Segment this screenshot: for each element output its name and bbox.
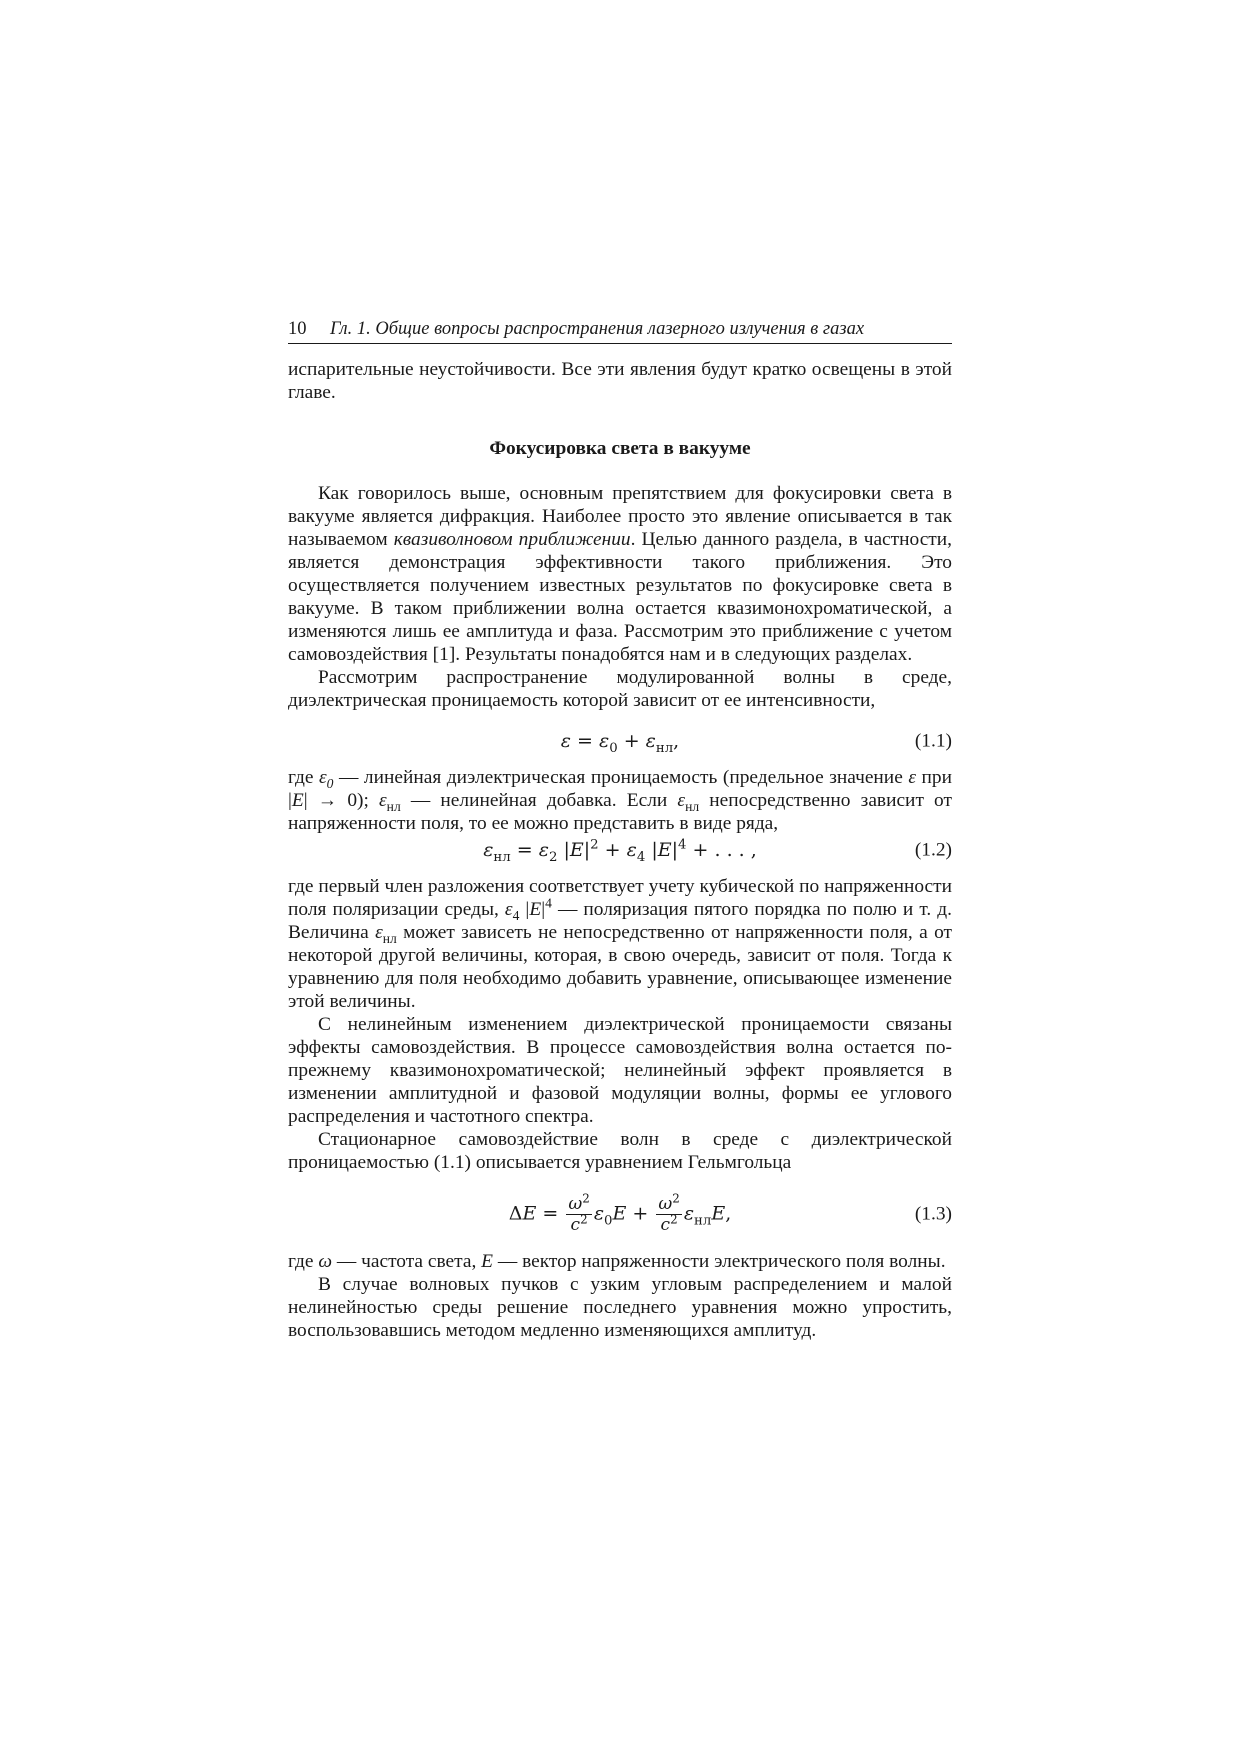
- page-content: [288, 318, 952, 1342]
- intro-paragraph: испарительные неустойчивости. Все эти явления будут кратко освещены в этой главе.: [288, 359, 952, 403]
- page-number: 10: [288, 319, 307, 339]
- paragraph-5: С нелинейным изменением диэлектрической проницаемости связаны эффекты самовоздействия. В процессе самовоздействия волна остается по-прежнему квазимонохроматической; нелинейный эффект проявляется в изменении амплитудной и фазовой модуляции волны, формы ее углового распределения и частотного спектра.: [288, 1014, 952, 1127]
- equation-1-2-formula: $\varepsilon_{нл} = \varepsilon_2$ $|E|^2 + \varepsilon_4$ $|E|^4$ + . . . ,: [483, 837, 757, 865]
- symbol-eps0: $\varepsilon_0$: [319, 767, 334, 791]
- equation-1-1-formula: $\varepsilon = \varepsilon_0 + \varepsilon_{нл}$,: [560, 729, 680, 756]
- equation-1-1-number: (1.1): [914, 730, 952, 752]
- paragraph-8: В случае волновых пучков с узким угловым распределением и малой нелинейностью среды решение последнего уравнения можно упростить, воспользовавшись методом медленно изменяющихся амплитуд.: [288, 1274, 952, 1341]
- section-title: Фокусировка света в вакууме: [489, 438, 751, 459]
- equation-1-3-formula: ΔE = $\frac{\omega^2}{c^2}$ $\varepsilon_0E$ + $\frac{\omega^2}{c^2}$ $\varepsilon_{нл}E$,: [508, 1190, 732, 1235]
- equation-1-3: [288, 1186, 952, 1242]
- paragraph-7: где ω — частота света, E — вектор напряженности электрического поля волны.: [288, 1251, 946, 1272]
- running-head: [288, 318, 952, 344]
- chapter-title: Гл. 1. Общие вопросы распространения лазерного излучения в газах: [330, 319, 865, 339]
- equation-1-2-number: (1.2): [914, 839, 952, 861]
- equation-1-2: [288, 835, 952, 865]
- paragraph-4: где первый член разложения соответствует учету кубической по напряженности поля поляризации среды, $\varepsilon_4$ $|E|^4$ — поляризация пятого порядка по полю и т. д. Величина $\varepsilon_{нл}$ может зависеть не непосредственно от напряженности поля, а от некоторой другой величины, которая, в свою очередь, зависит от поля. Тогда к уравнению для поля необходимо добавить уравнение, описывающее изменение этой величины.: [288, 876, 953, 1012]
- paragraph-2: Рассмотрим распространение модулированной волны в среде, диэлектрическая проницаемость которой зависит от ее интенсивности,: [288, 667, 952, 711]
- equation-1-3-number: (1.3): [914, 1203, 952, 1225]
- paragraph-6: Стационарное самовоздействие волн в среде с диэлектрической проницаемостью (1.1) описывается уравнением Гельмгольца: [288, 1129, 952, 1173]
- paragraph-3: где $\varepsilon_0$ — линейная диэлектрическая проницаемость (предельное значение ε при |E| → 0); $\varepsilon_{нл}$ — нелинейная добавка. Если $\varepsilon_{нл}$ непосредственно зависит от напряженности поля, то ее можно представить в виде ряда,: [288, 767, 952, 834]
- equation-1-1: [288, 726, 952, 756]
- emphasized-term: квазиволновом приближении: [393, 529, 631, 550]
- paragraph-1: Как говорилось выше, основным препятствием для фокусировки света в вакууме является дифракция. Наиболее просто это явление описывается в так называемом квазиволновом приближении. Целью данного раздела, в частности, является демонстрация эффективности такого приближения. Это осуществляется получением известных результатов по фокусировке света в вакууме. В таком приближении волна остается квазимонохроматической, а изменяются лишь ее амплитуда и фаза. Рассмотрим это приближение с учетом самовоздействия [1]. Результаты понадобятся нам и в следующих разделах.: [288, 483, 952, 665]
